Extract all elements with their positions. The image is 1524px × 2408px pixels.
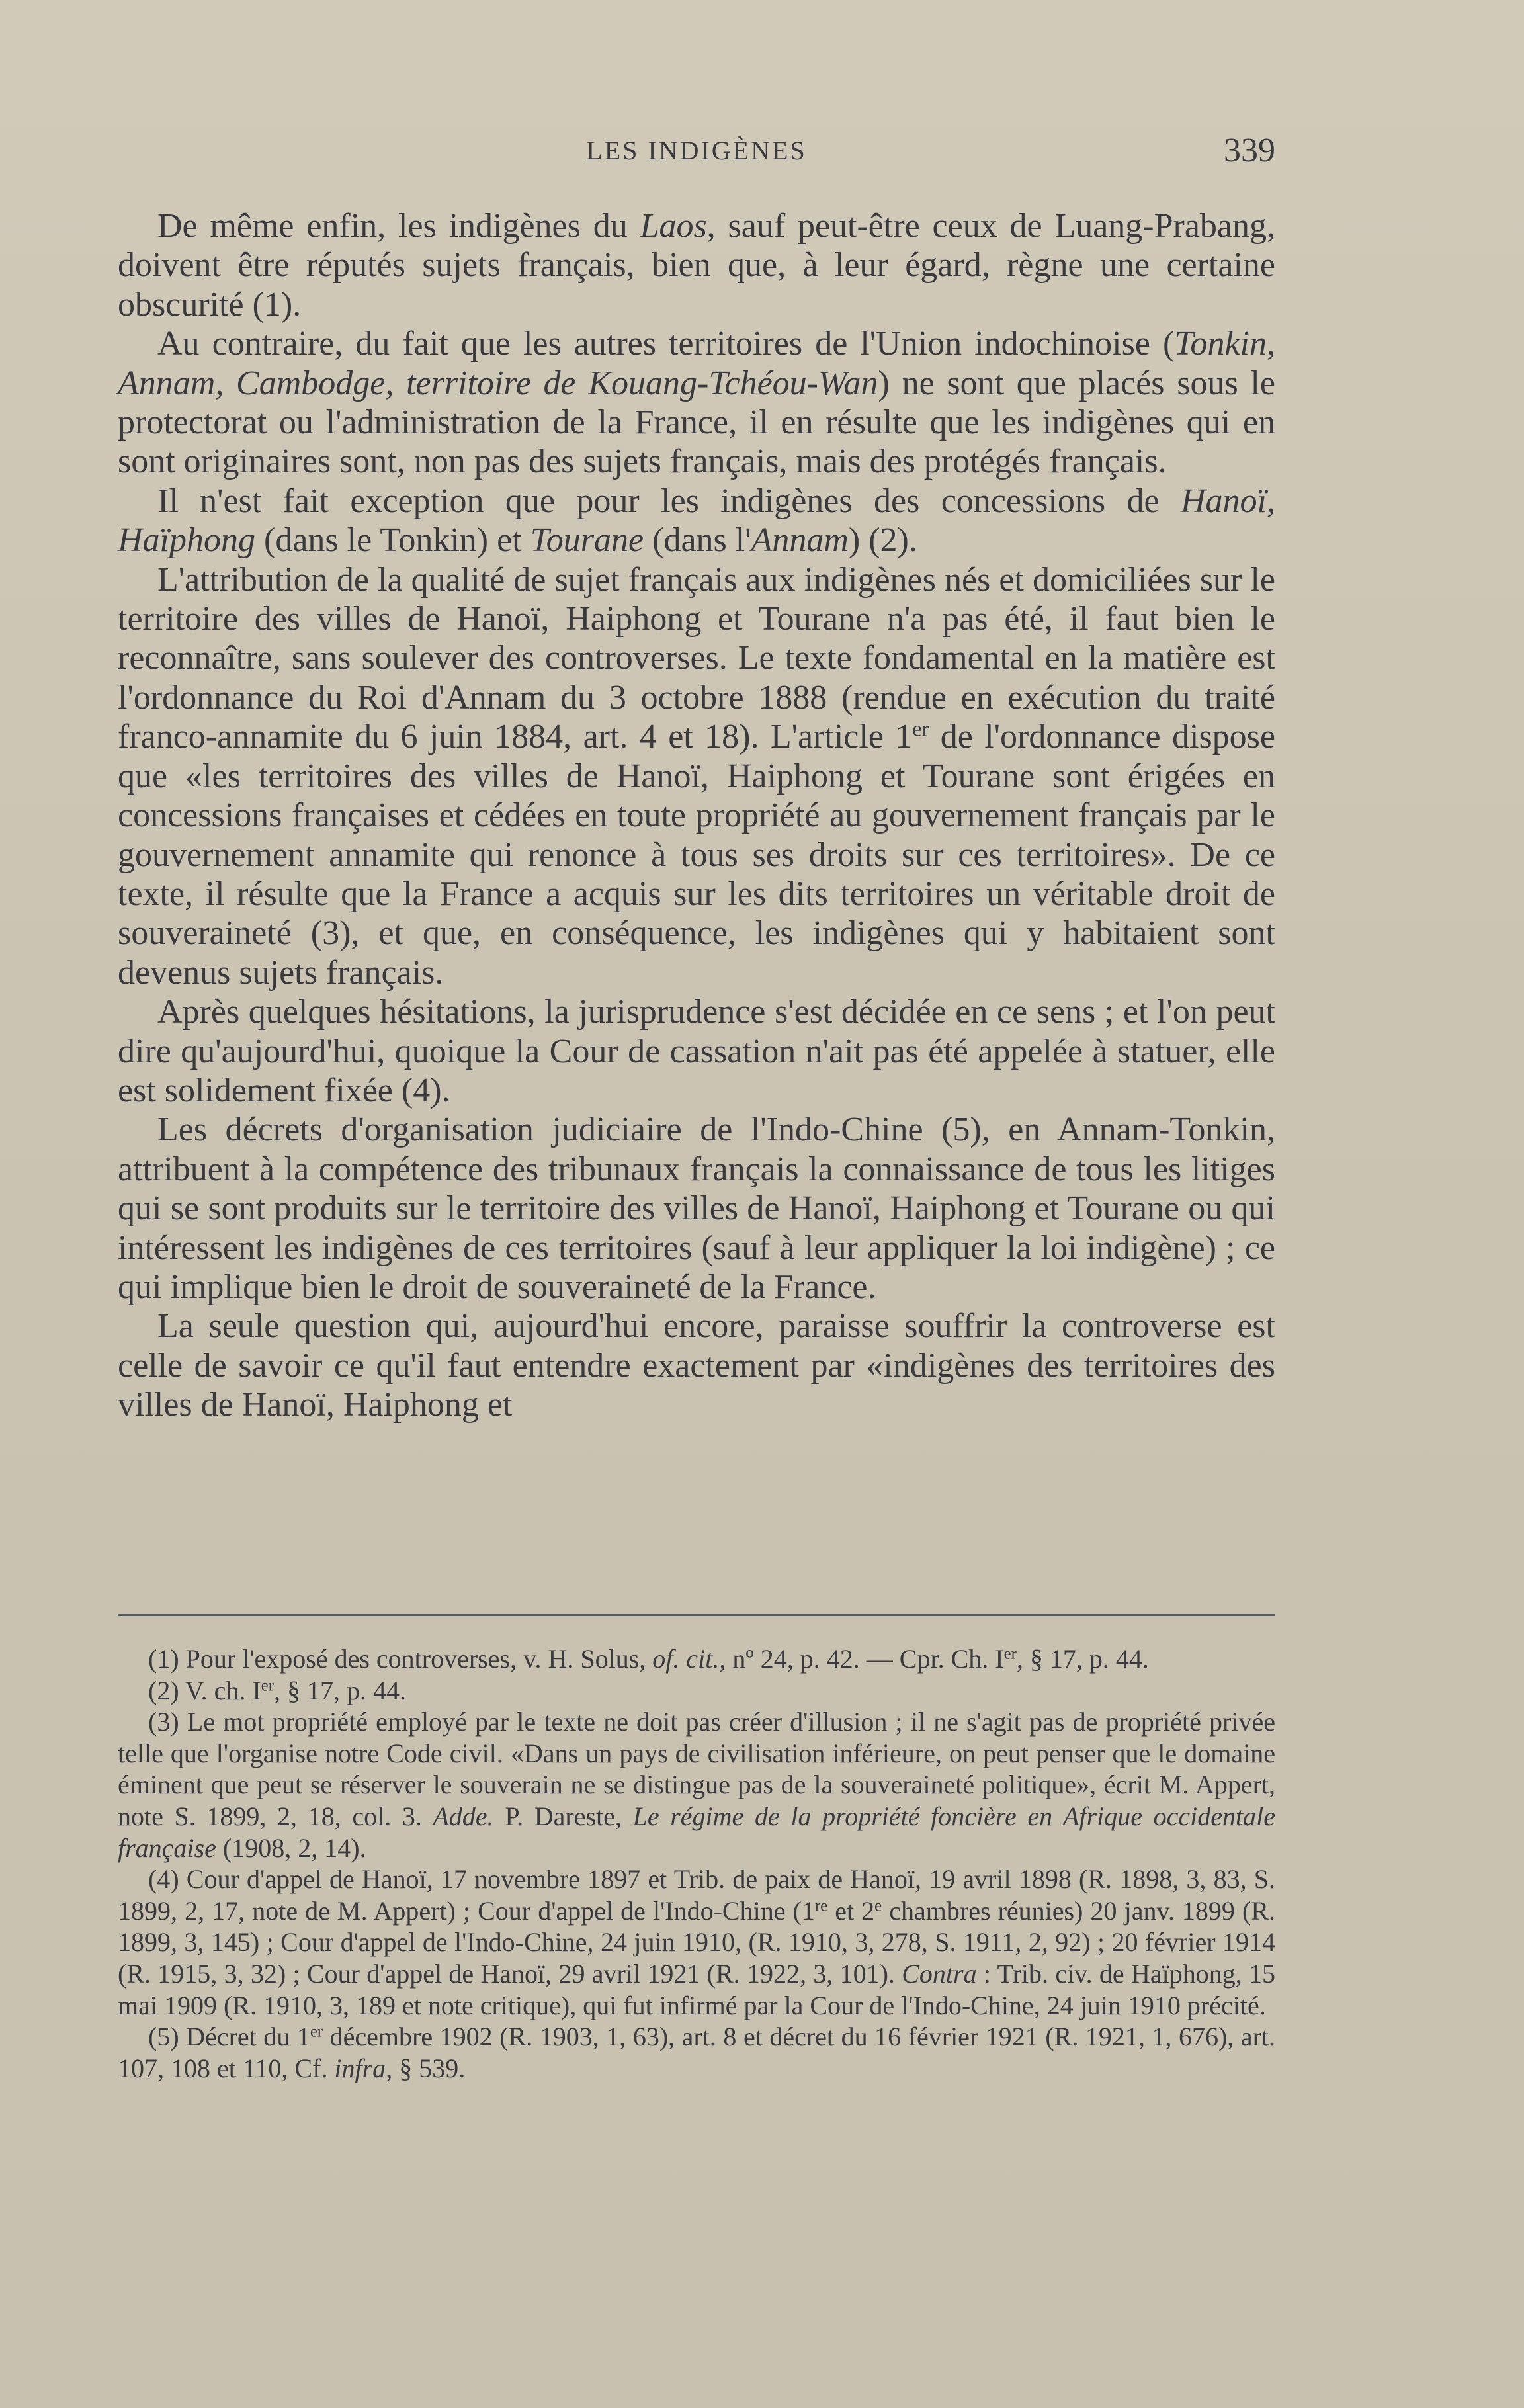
- footnote-5: [118, 2021, 1275, 2084]
- superscript: er: [261, 1676, 274, 1694]
- italic-span: of. cit.: [652, 1644, 720, 1674]
- text-span: (4) Cour d'appel de Hanoï, 17 novembre 1897 et Trib. de paix de Hanoï, 19 avril 1898 (R. 1898, 3, 83, S. 1899, 2, 17, note de M. Appert) ; Cour d'appel de l'Indo-Chine (1: [118, 1864, 1275, 1926]
- text-span: Après quelques hésitations, la jurisprudence s'est décidée en ce sens ; et l'on peut dire qu'aujourd'hui, quoique la Cour de cassation n'ait pas été appelée à statuer, elle est solidement fixée (4).: [118, 993, 1275, 1109]
- italic-span: Le régime de la propriété foncière en Afrique occidentale française: [118, 1801, 1276, 1863]
- italic-span: Annam: [751, 521, 849, 560]
- italic-span: Adde.: [433, 1801, 494, 1831]
- paragraph-ordonnance: [118, 560, 1275, 992]
- text-span: de l'ordonnance dispose que «les territoires des villes de Hanoï, Haiphong et Tourane sont érigées en concessions françaises et cédées en toute propriété au gouvernement français par le gouvernement annamite qui renonce à tous ses droits sur ces territoires». De ce texte, il résulte que la France a acquis sur les dits territoires un véritable droit de souveraineté (3), et que, en conséquence, les indigènes qui y habitaient sont devenus sujets français.: [118, 718, 1275, 992]
- superscript: er: [912, 716, 929, 741]
- text-span: De même enfin, les indigènes du: [157, 207, 640, 245]
- text-span: , § 539.: [386, 2053, 466, 2083]
- text-span: (1) Pour l'exposé des controverses, v. H. Solus,: [148, 1644, 653, 1674]
- paragraph-question: [118, 1307, 1275, 1424]
- superscript: er: [1003, 1645, 1017, 1663]
- text-span: Au contraire, du fait que les autres territoires de l'Union indochinoise (: [157, 325, 1175, 363]
- text-span: (1908, 2, 14).: [216, 1832, 366, 1863]
- text-span: Il n'est fait exception que pour les indigènes des concessions de: [157, 482, 1181, 520]
- text-span: décembre 1902 (R. 1903, 1, 63), art. 8 et décret du 16 février 1921 (R. 1921, 1, 676), art. 107, 108 et 110, Cf.: [118, 2022, 1276, 2083]
- paragraph-protectorat: [118, 324, 1275, 482]
- italic-span: Hanoï, Haïphong: [118, 482, 1275, 560]
- page-header: [118, 131, 1275, 177]
- text-span: (3) Le mot propriété employé par le texte ne doit pas créer d'illusion ; il ne s'agit pas de propriété privée telle que l'organise notre Code civil. «Dans un pays de civilisation inférieure, on peut penser que le domaine éminent que peut se réserver le souverain ne se distingue pas de la souveraineté politique», écrit M. Appert, note S. 1899, 2, 18, col. 3.: [118, 1707, 1275, 1831]
- footnotes: [118, 1643, 1275, 2084]
- text-span: Les décrets d'organisation judiciaire de l'Indo-Chine (5), en Annam-Tonkin, attribuent à la compétence des tribunaux français la connaissance de tous les litiges qui se sont produits sur le territoire des villes de Hanoï, Haiphong et Tourane ou qui intéressent les indigènes de ces territoires (sauf à leur appliquer la loi indigène) ; ce qui implique bien le droit de souveraineté de la France.: [118, 1111, 1275, 1306]
- text-span: : Trib. civ. de Haïphong, 15 mai 1909 (R. 1910, 3, 189 et note critique), qui fut infirmé par la Cour de l'Indo-Chine, 24 juin 1910 précité.: [118, 1958, 1275, 2020]
- superscript: re: [814, 1897, 828, 1915]
- text-span: ) ne sont que placés sous le protectorat ou l'administration de la France, il en résulte que les indigènes qui en sont originaires sont, non pas des sujets français, mais des protégés français.: [118, 364, 1275, 481]
- text-span: , § 17, p. 44.: [274, 1675, 406, 1705]
- paragraph-exception: [118, 482, 1275, 560]
- text-span: et 2: [827, 1895, 875, 1926]
- footnote-divider: [118, 1614, 1275, 1616]
- text-span: , nº 24, p. 42. — Cpr. Ch. I: [719, 1644, 1004, 1674]
- footnote-1: [118, 1643, 1275, 1675]
- text-span: (dans l': [644, 521, 751, 560]
- superscript: er: [310, 2022, 323, 2041]
- text-span: (2) V. ch. I: [148, 1675, 261, 1705]
- text-span: La seule question qui, aujourd'hui encore, paraisse souffrir la controverse est celle de savoir ce qu'il faut entendre exactement par «indigènes des territoires des villes de Hanoï, Haiphong et: [118, 1307, 1275, 1424]
- footnote-2: [118, 1675, 1275, 1707]
- italic-span: Tourane: [530, 521, 644, 560]
- running-title: LES INDIGÈNES: [586, 136, 807, 165]
- paragraph-decrets: [118, 1110, 1275, 1307]
- text-span: , § 17, p. 44.: [1016, 1644, 1149, 1674]
- main-text: [118, 206, 1275, 1425]
- italic-span: Tonkin, Annam, Cambodge, territoire de Kouang-Tchéou-Wan: [118, 325, 1275, 402]
- footnote-3: [118, 1706, 1275, 1864]
- text-span: (dans le Tonkin) et: [255, 521, 530, 560]
- italic-span: Laos: [640, 207, 707, 245]
- text-span: (5) Décret du 1: [148, 2022, 310, 2052]
- text-span: L'attribution de la qualité de sujet français aux indigènes nés et domiciliées sur le territoire des villes de Hanoï, Haiphong et Tourane n'a pas été, il faut bien le reconnaître, sans soulever des controverses. Le texte fondamental en la matière est l'ordonnance du Roi d'Annam du 3 octobre 1888 (rendue en exécution du traité franco-annamite du 6 juin 1884, art. 4 et 18). L'article 1: [118, 560, 1275, 756]
- paragraph-laos: [118, 206, 1275, 324]
- text-span: chambres réunies) 20 janv. 1899 (R. 1899, 3, 145) ; Cour d'appel de l'Indo-Chine, 24 juin 1910, (R. 1910, 3, 278, S. 1911, 2, 92) ; 20 février 1914 (R. 1915, 3, 32) ; Cour d'appel de Hanoï, 29 avril 1921 (R. 1922, 3, 101).: [118, 1895, 1276, 1989]
- text-span: ) (2).: [848, 521, 917, 560]
- footnote-4: [118, 1864, 1275, 2021]
- text-span: , sauf peut-être ceux de Luang-Prabang, doivent être réputés sujets français, bien que, à leur égard, règne une certaine obscurité (1).: [118, 207, 1275, 323]
- italic-span: infra: [334, 2053, 386, 2083]
- italic-span: Contra: [902, 1958, 977, 1989]
- paragraph-jurisprudence: [118, 992, 1275, 1110]
- page-number: 339: [1224, 132, 1275, 169]
- superscript: e: [874, 1897, 882, 1915]
- text-span: P. Dareste,: [493, 1801, 633, 1831]
